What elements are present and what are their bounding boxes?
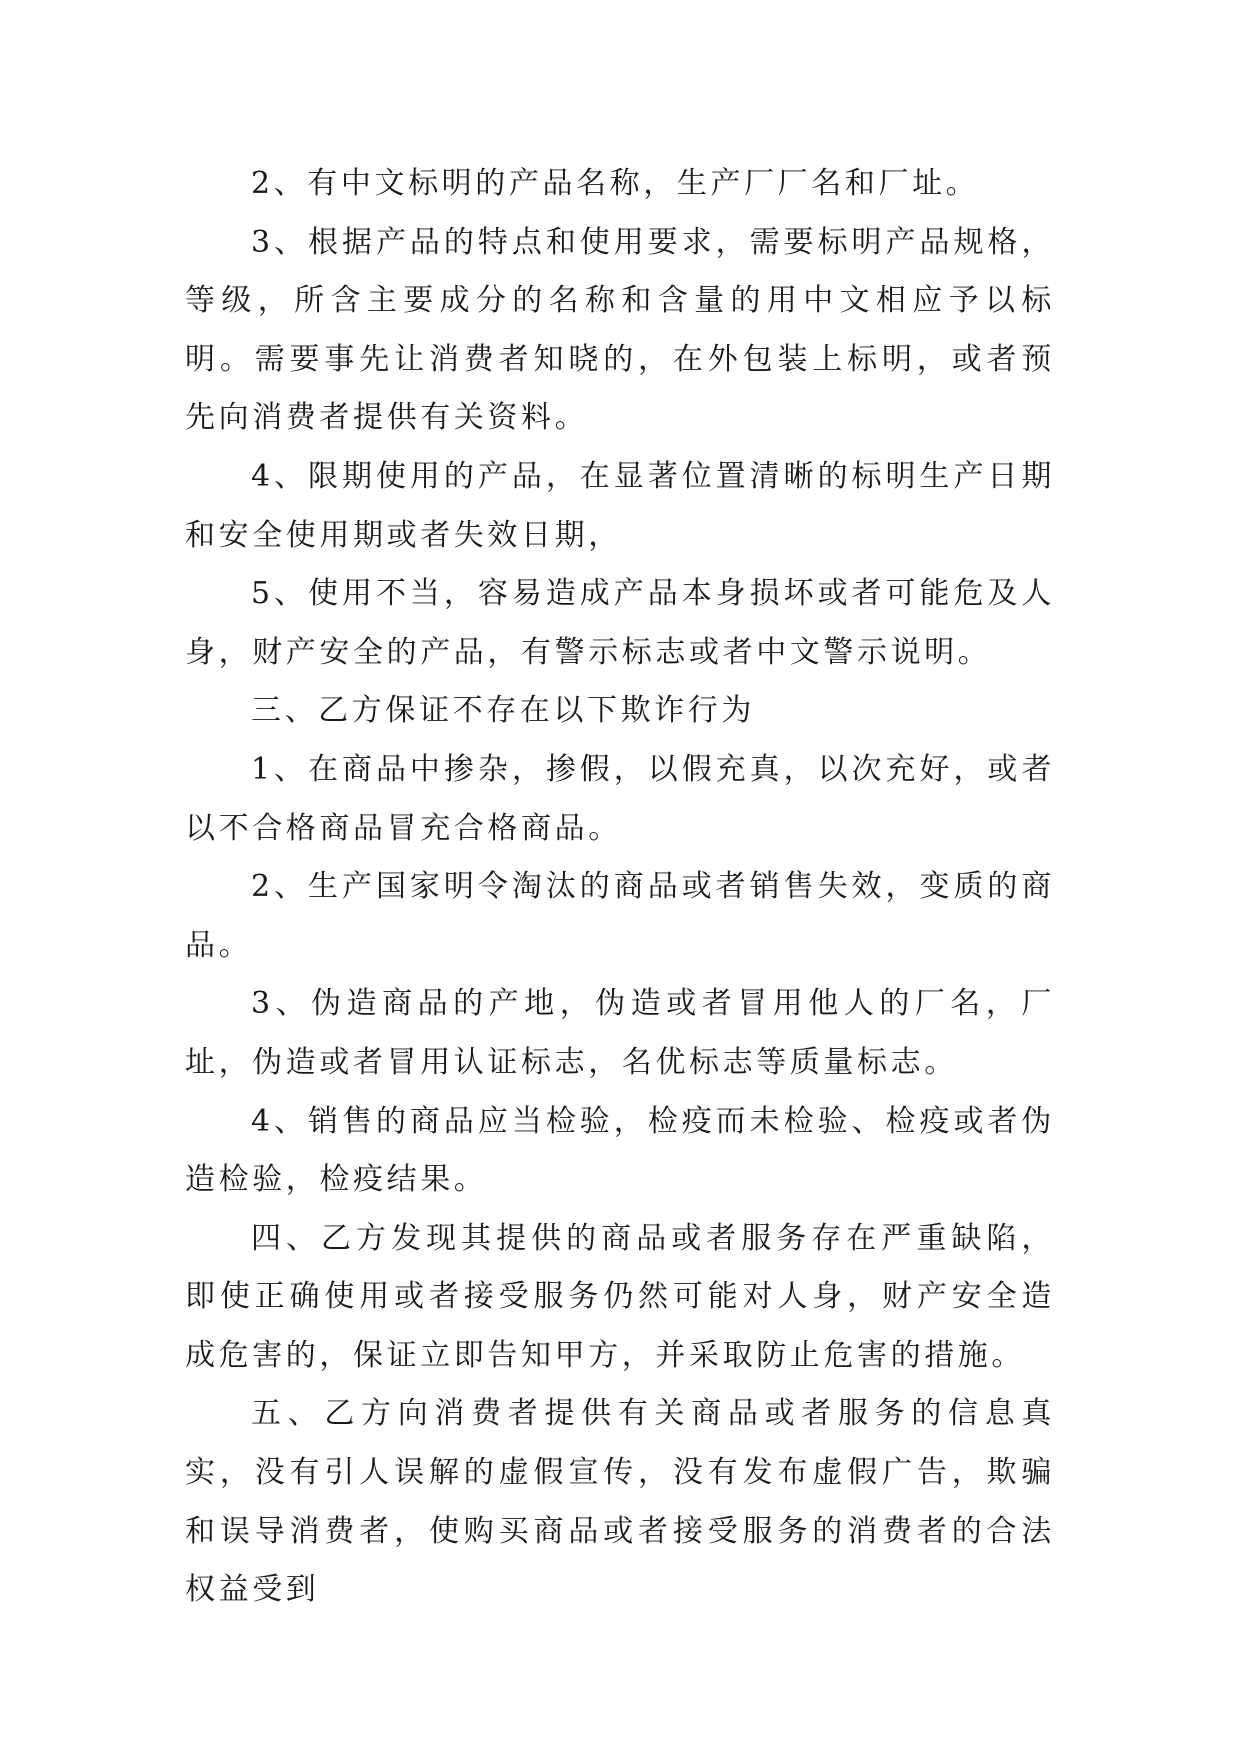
- paragraph-fraud-item-3: 3、伪造商品的产地，伪造或者冒用他人的厂名，厂址，伪造或者冒用认证标志，名优标志等质量标志。: [185, 986, 1055, 1080]
- paragraph-item-5-warning-info: 5、使用不当，容易造成产品本身损坏或者可能危及人身，财产安全的产品，有警示标志或者中文警示说明。: [185, 576, 1055, 670]
- section-heading-3-no-fraud: 三、乙方保证不存在以下欺诈行为: [251, 693, 755, 729]
- paragraph-fraud-item-1: 1、在商品中掺杂，掺假，以假充真，以次充好，或者以不合格商品冒充合格商品。: [185, 751, 1055, 846]
- paragraph-item-2-label-info: 2、有中文标明的产品名称，生产厂厂名和厂址。: [251, 166, 980, 201]
- paragraph-fraud-item-4: 4、销售的商品应当检验，检疫而未检验、检疫或者伪造检验，检疫结果。: [185, 1103, 1055, 1198]
- section-5-truthful-info: 五、乙方向消费者提供有关商品或者服务的信息真实，没有引人误解的虚假宣传，没有发布虚假广告，欺骗和误导消费者，使购买商品或者接受服务的消费者的合法权益受到: [185, 1396, 1055, 1608]
- document-body: [185, 155, 1055, 1620]
- paragraph-fraud-item-2: 2、生产国家明令淘汰的商品或者销售失效，变质的商品。: [185, 869, 1055, 963]
- paragraph-item-4-expiry-info: 4、限期使用的产品，在显著位置清晰的标明生产日期和安全使用期或者失效日期，: [185, 458, 1055, 553]
- paragraph-item-3-spec-info: 3、根据产品的特点和使用要求，需要标明产品规格，等级，所含主要成分的名称和含量的用中文相应予以标明。需要事先让消费者知晓的，在外包装上标明，或者预先向消费者提供有关资料。: [185, 224, 1055, 436]
- section-4-defect-notice: 四、乙方发现其提供的商品或者服务存在严重缺陷，即使正确使用或者接受服务仍然可能对人身，财产安全造成危害的，保证立即告知甲方，并采取防止危害的措施。: [185, 1220, 1055, 1373]
